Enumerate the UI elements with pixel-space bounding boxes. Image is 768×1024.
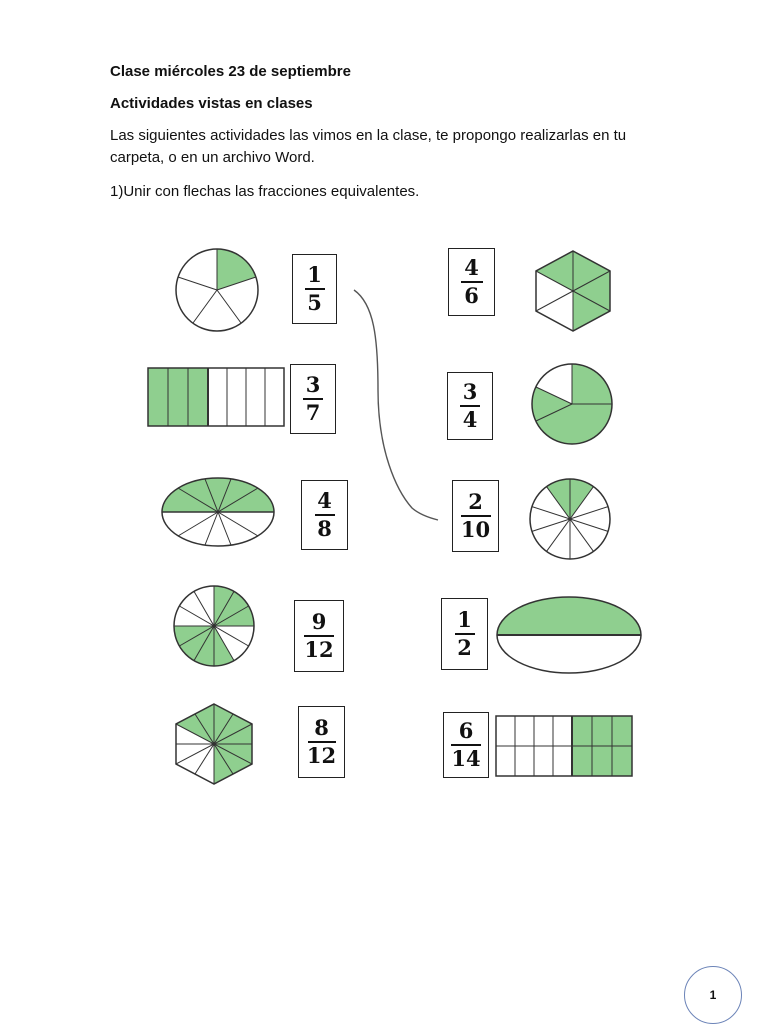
denominator: 6 xyxy=(464,283,479,308)
connecting-arrow-line xyxy=(340,280,450,530)
intro-paragraph: Las siguientes actividades las vimos en la clase, te propongo realizarlas en tu carpeta, o en un archivo Word. xyxy=(110,127,627,166)
fraction-box-right-3 xyxy=(452,480,499,552)
fraction-box-left-1 xyxy=(292,254,337,324)
denominator: 8 xyxy=(317,516,332,541)
numerator: 3 xyxy=(462,379,478,404)
fraction-box-right-4 xyxy=(441,598,488,670)
denominator: 14 xyxy=(451,746,481,771)
numerator: 1 xyxy=(457,607,472,632)
class-date-heading: Clase miércoles 23 de septiembre xyxy=(110,63,351,80)
denominator: 5 xyxy=(307,290,322,315)
numerator: 8 xyxy=(314,715,329,740)
instruction-text: 1)Unir con flechas las fracciones equivalentes. xyxy=(110,183,420,200)
rectangle-sevenths-figure xyxy=(146,366,286,428)
denominator: 7 xyxy=(305,400,321,425)
fraction-box-left-2 xyxy=(290,364,336,434)
denominator: 2 xyxy=(457,635,472,660)
circle-quarters-figure xyxy=(529,361,615,447)
denominator: 10 xyxy=(460,517,491,542)
denominator: 4 xyxy=(462,407,478,432)
numerator: 6 xyxy=(458,718,474,743)
ellipse-eighths-figure xyxy=(158,474,278,550)
ellipse-halves-figure xyxy=(494,594,644,676)
activities-heading: Actividades vistas en clases xyxy=(110,95,313,112)
numerator: 3 xyxy=(305,372,321,397)
numerator: 1 xyxy=(307,262,322,287)
circle-twelfths-figure xyxy=(170,582,258,670)
fraction-box-left-5 xyxy=(298,706,345,778)
circle-fifths-figure xyxy=(172,245,262,335)
denominator: 12 xyxy=(306,743,337,768)
numerator: 4 xyxy=(464,255,479,280)
page-number: 1 xyxy=(684,966,742,1024)
numerator: 4 xyxy=(317,488,332,513)
fraction-box-right-2 xyxy=(447,372,493,440)
hexagon-sixths-figure xyxy=(533,248,613,334)
hexagon-twelfths-figure xyxy=(172,700,256,788)
grid-fourteenths-figure xyxy=(494,714,634,778)
numerator: 9 xyxy=(311,609,327,634)
circle-tenths-figure xyxy=(526,475,614,563)
fraction-box-left-4 xyxy=(294,600,344,672)
numerator: 2 xyxy=(468,489,483,514)
fraction-box-right-5 xyxy=(443,712,489,778)
fraction-box-right-1 xyxy=(448,248,495,316)
denominator: 12 xyxy=(304,637,334,662)
